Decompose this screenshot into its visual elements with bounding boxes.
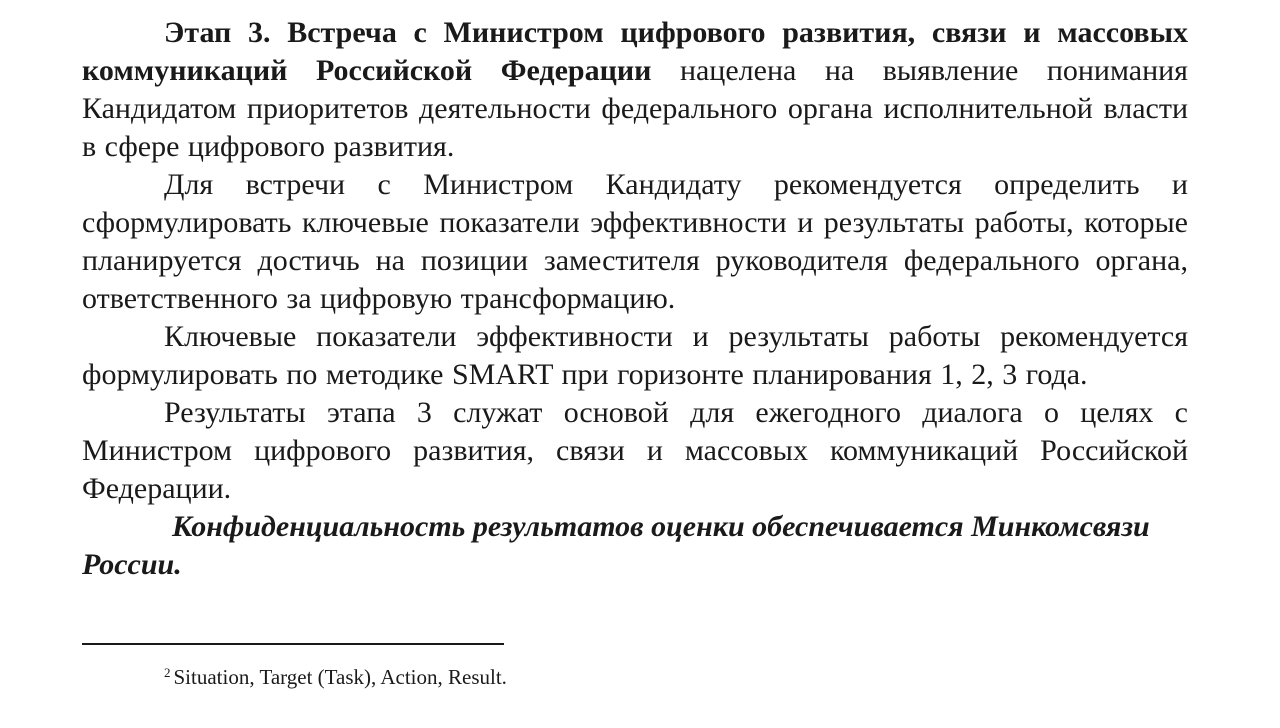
paragraph-smart-method: Ключевые показатели эффективности и результаты работы рекомендуется формулировать по методике SMART при горизонте планирования 1, 2, 3 года. (82, 320, 1188, 391)
footnote (164, 660, 507, 690)
footnote-divider (82, 643, 504, 645)
paragraph-meeting-preparation: Для встречи с Министром Кандидату рекомендуется определить и сформулировать ключевые показатели эффективности и результаты работы, которые планируется достичь на позиции заместителя руководителя федерального органа, ответственного за цифровую трансформацию. (82, 168, 1188, 315)
footnote-text: Situation, Target (Task), Action, Result. (173, 665, 507, 689)
document-body (82, 14, 1188, 584)
footnote-number: 2 (164, 665, 171, 680)
stage-3-description: нацелена на выявление понимания Кандидатом приоритетов деятельности федерального органа исполнительной власти в сфере цифрового развития. (82, 54, 1188, 163)
confidentiality-note: Конфиденциальность результатов оценки обеспечивается Минкомсвязи России. (82, 510, 1150, 581)
paragraph-stage-results: Результаты этапа 3 служат основой для ежегодного диалога о целях с Министром цифрового развития, связи и массовых коммуникаций Российской Федерации. (82, 396, 1188, 505)
paragraph-stage-3 (82, 14, 1188, 166)
stage-3-heading: Этап 3. Встреча с Министром цифрового развития, связи и массовых коммуникаций Российской Федерации (82, 16, 1188, 87)
